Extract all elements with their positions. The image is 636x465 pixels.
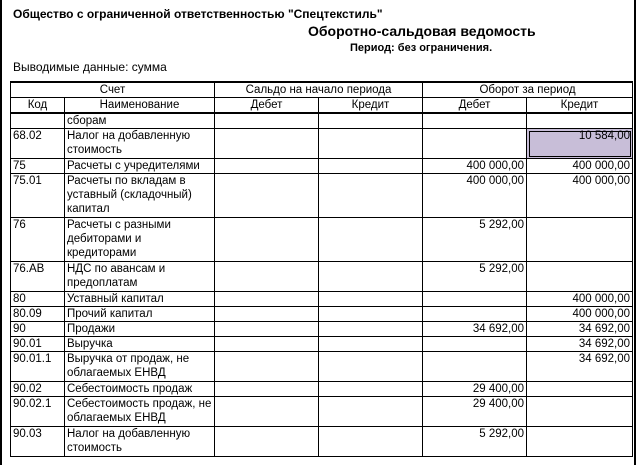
- cell-turnover-debit[interactable]: [423, 307, 527, 322]
- cell-turnover-debit[interactable]: 5 292,00: [423, 262, 527, 292]
- cell-name[interactable]: Налог на добавленную стоимость: [65, 129, 215, 159]
- cell-opening-credit[interactable]: [319, 292, 423, 307]
- cell-opening-debit[interactable]: [215, 397, 319, 427]
- table-row[interactable]: [11, 129, 633, 159]
- col-header-name: Наименование: [65, 98, 215, 114]
- cell-turnover-credit[interactable]: [527, 427, 633, 457]
- cell-code[interactable]: 76: [11, 218, 65, 262]
- cell-opening-credit[interactable]: [319, 174, 423, 218]
- cell-code[interactable]: 68.02: [11, 129, 65, 159]
- cell-code[interactable]: 80: [11, 292, 65, 307]
- cell-opening-credit[interactable]: [319, 113, 423, 129]
- table-row[interactable]: [11, 427, 633, 457]
- cell-turnover-debit[interactable]: 400 000,00: [423, 174, 527, 218]
- cell-turnover-debit[interactable]: 29 400,00: [423, 397, 527, 427]
- cell-turnover-credit[interactable]: [527, 397, 633, 427]
- cell-turnover-credit[interactable]: [527, 262, 633, 292]
- cell-turnover-debit[interactable]: 5 292,00: [423, 427, 527, 457]
- cell-code[interactable]: [11, 113, 65, 129]
- table-row[interactable]: [11, 292, 633, 307]
- cell-opening-credit[interactable]: [319, 397, 423, 427]
- table-row[interactable]: [11, 352, 633, 382]
- cell-code[interactable]: 90.02: [11, 382, 65, 397]
- table-row[interactable]: [11, 218, 633, 262]
- cell-turnover-debit[interactable]: 5 292,00: [423, 218, 527, 262]
- cell-opening-debit[interactable]: [215, 129, 319, 159]
- cell-opening-debit[interactable]: [215, 292, 319, 307]
- cell-name[interactable]: Выручка от продаж, не облагаемых ЕНВД: [65, 352, 215, 382]
- cell-code[interactable]: 90.03: [11, 427, 65, 457]
- cell-name[interactable]: Уставный капитал: [65, 292, 215, 307]
- left-window-edge: [0, 0, 2, 465]
- col-header-turnover-debit: Дебет: [423, 98, 527, 114]
- cell-name[interactable]: Расчеты с учредителями: [65, 159, 215, 174]
- cell-opening-debit[interactable]: [215, 322, 319, 337]
- table-row[interactable]: [11, 397, 633, 427]
- cell-code[interactable]: 90.01: [11, 337, 65, 352]
- cell-opening-debit[interactable]: [215, 337, 319, 352]
- cell-opening-credit[interactable]: [319, 262, 423, 292]
- cell-code[interactable]: 75.01: [11, 174, 65, 218]
- turnover-balance-sheet: [10, 81, 633, 457]
- cell-turnover-credit[interactable]: 400 000,00: [527, 174, 633, 218]
- cell-turnover-debit[interactable]: [423, 292, 527, 307]
- group-header-opening-balance: Сальдо на начало периода: [215, 82, 423, 98]
- col-header-turnover-credit: Кредит: [527, 98, 633, 114]
- cell-code[interactable]: 90.02.1: [11, 397, 65, 427]
- cell-turnover-credit[interactable]: 400 000,00: [527, 159, 633, 174]
- cell-opening-debit[interactable]: [215, 218, 319, 262]
- table-row[interactable]: [11, 159, 633, 174]
- table-row[interactable]: [11, 174, 633, 218]
- cell-opening-credit[interactable]: [319, 427, 423, 457]
- cell-name[interactable]: Прочий капитал: [65, 307, 215, 322]
- cell-opening-credit[interactable]: [319, 382, 423, 397]
- cell-name[interactable]: Расчеты по вкладам в уставный (складочный) капитал: [65, 174, 215, 218]
- cell-code[interactable]: 80.09: [11, 307, 65, 322]
- cell-opening-debit[interactable]: [215, 307, 319, 322]
- cell-turnover-credit[interactable]: 400 000,00: [527, 307, 633, 322]
- report-title: Оборотно-сальдовая ведомость: [308, 23, 536, 39]
- cell-name[interactable]: Выручка: [65, 337, 215, 352]
- table-row[interactable]: [11, 382, 633, 397]
- col-header-opening-debit: Дебет: [215, 98, 319, 114]
- cell-turnover-debit[interactable]: 34 692,00: [423, 322, 527, 337]
- cell-turnover-credit[interactable]: 400 000,00: [527, 292, 633, 307]
- cell-opening-credit[interactable]: [319, 159, 423, 174]
- cell-opening-credit[interactable]: [319, 129, 423, 159]
- table-row[interactable]: [11, 337, 633, 352]
- cell-name[interactable]: Налог на добавленную стоимость: [65, 427, 215, 457]
- table-row[interactable]: [11, 322, 633, 337]
- table-row[interactable]: [11, 262, 633, 292]
- cell-opening-debit[interactable]: [215, 352, 319, 382]
- cell-opening-debit[interactable]: [215, 113, 319, 129]
- table-row[interactable]: [11, 113, 633, 129]
- organization-name: Общество с ограниченной ответственностью "Спецтекстиль": [13, 7, 383, 21]
- group-header-turnover: Оборот за период: [423, 82, 633, 98]
- cell-name[interactable]: Расчеты с разными дебиторами и кредиторами: [65, 218, 215, 262]
- cell-name[interactable]: сборам: [65, 113, 215, 129]
- cell-turnover-debit[interactable]: [423, 129, 527, 159]
- cell-turnover-credit[interactable]: [527, 218, 633, 262]
- cell-code[interactable]: 75: [11, 159, 65, 174]
- cell-opening-debit[interactable]: [215, 382, 319, 397]
- cell-turnover-credit[interactable]: [527, 382, 633, 397]
- cell-turnover-credit[interactable]: 34 692,00: [527, 322, 633, 337]
- cell-turnover-credit[interactable]: 34 692,00: [527, 337, 633, 352]
- selected-cell-turnover-credit[interactable]: 10 584,00: [527, 129, 633, 159]
- col-header-code: Код: [11, 98, 65, 114]
- cell-name[interactable]: НДС по авансам и предоплатам: [65, 262, 215, 292]
- cell-code[interactable]: 76.АВ: [11, 262, 65, 292]
- output-data-label: Выводимые данные: сумма: [13, 60, 167, 74]
- cell-turnover-debit[interactable]: [423, 337, 527, 352]
- cell-opening-debit[interactable]: [215, 174, 319, 218]
- cell-code[interactable]: 90.01.1: [11, 352, 65, 382]
- cell-opening-credit[interactable]: [319, 337, 423, 352]
- cell-turnover-debit[interactable]: [423, 352, 527, 382]
- cell-turnover-credit[interactable]: 34 692,00: [527, 352, 633, 382]
- cell-turnover-debit[interactable]: 29 400,00: [423, 382, 527, 397]
- cell-opening-credit[interactable]: [319, 218, 423, 262]
- cell-opening-debit[interactable]: [215, 262, 319, 292]
- report-period: Период: без ограничения.: [350, 42, 493, 54]
- cell-turnover-debit[interactable]: [423, 113, 527, 129]
- cell-opening-credit[interactable]: [319, 352, 423, 382]
- cell-code[interactable]: 90: [11, 322, 65, 337]
- cell-opening-credit[interactable]: [319, 322, 423, 337]
- col-header-opening-credit: Кредит: [319, 98, 423, 114]
- cell-name[interactable]: Себестоимость продаж, не облагаемых ЕНВД: [65, 397, 215, 427]
- cell-opening-debit[interactable]: [215, 427, 319, 457]
- cell-name[interactable]: Себестоимость продаж: [65, 382, 215, 397]
- cell-turnover-debit[interactable]: 400 000,00: [423, 159, 527, 174]
- cell-opening-debit[interactable]: [215, 159, 319, 174]
- cell-name[interactable]: Продажи: [65, 322, 215, 337]
- cell-opening-credit[interactable]: [319, 307, 423, 322]
- cell-turnover-credit[interactable]: [527, 113, 633, 129]
- group-header-account: Счет: [11, 82, 215, 98]
- table-row[interactable]: [11, 307, 633, 322]
